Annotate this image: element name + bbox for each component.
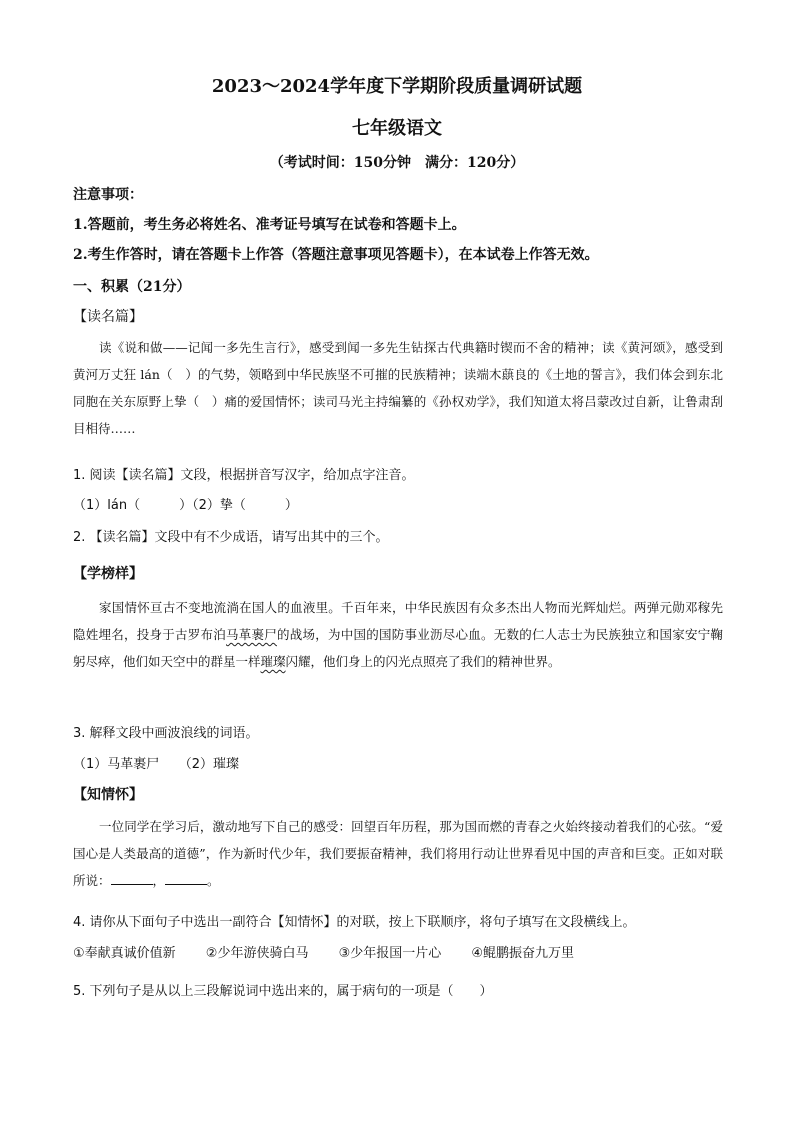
option-1: ①奉献真诚价值新 xyxy=(73,946,176,961)
exam-info: （考试时间：150分钟 满分：120分） xyxy=(269,155,525,171)
page-title: 2023～2024学年度下学期阶段质量调研试题 xyxy=(211,76,583,97)
question-4-options xyxy=(73,942,600,961)
notice-item: 2.考生作答时，请在答题卡上作答（答题注意事项见答题卡），在本试卷上作答无效。 xyxy=(73,247,599,263)
notice-heading: 注意事项： xyxy=(73,187,143,203)
answer-blank-1[interactable] xyxy=(111,872,153,885)
reading-label: 【读名篇】 xyxy=(73,309,143,325)
question-5: 5. 下列句子是从以上三段解说词中选出来的，属于病句的一项是（ ） xyxy=(73,984,493,999)
section-heading: 一、积累（21分） xyxy=(73,279,191,295)
question-3: 3. 解释文段中画波浪线的词语。 xyxy=(73,726,259,741)
feeling-end: 。 xyxy=(207,873,220,888)
model-text-1: 家国情怀亘古不变地流淌在国人的血液里。千百年来，中华民族因有众多杰出人物而光辉灿烂。两弹元勋邓稼先隐姓埋名，投身于古罗布泊 xyxy=(73,600,723,642)
feeling-sep: ， xyxy=(152,873,166,888)
wavy-term-1: 马革裹尸 xyxy=(226,627,277,642)
model-text-3: 闪耀，他们身上的闪光点照亮了我们的精神世界。 xyxy=(285,654,561,669)
wavy-term-2: 璀璨 xyxy=(260,654,286,669)
page-subtitle: 七年级语文 xyxy=(352,118,442,139)
feeling-label: 【知情怀】 xyxy=(73,787,143,803)
question-2: 2. 【读名篇】文段中有不少成语，请写出其中的三个。 xyxy=(73,530,389,545)
question-4: 4. 请你从下面句子中选出一副符合【知情怀】的对联，按上下联顺序，将句子填写在文段横线上。 xyxy=(73,915,636,930)
reading-paragraph: 读《说和做——记闻一多先生言行》，感受到闻一多先生钻探古代典籍时锲而不舍的精神；读《黄河颂》，感受到黄河万丈狂 lán（ ）的气势，领略到中华民族坚不可摧的民族精神；读端木蕻良的《土地的誓言》，我们体会到东北同胞在关东原野上挚（ ）痛的爱国情怀；读司马光主持编纂的《孙权劝学》，我们知道太将吕蒙改过自新，让鲁肃刮目相待…… xyxy=(73,340,723,436)
option-3: ③少年报国一片心 xyxy=(338,946,442,961)
question-1: 1. 阅读【读名篇】文段，根据拼音写汉字，给加点字注音。 xyxy=(73,468,415,483)
question-1-sub: （1）lán（ ）（2）挚（ ） xyxy=(73,498,298,513)
option-4: ④鲲鹏振奋九万里 xyxy=(471,946,575,961)
model-paragraph xyxy=(73,594,723,675)
answer-blank-2[interactable] xyxy=(165,872,207,885)
model-text-2: 的战场，为中国的国防事业沥尽心血。无数的仁人志士为民族独立和国家安宁鞠躬尽瘁，他们如天空中的群星一样 xyxy=(73,627,723,669)
feeling-paragraph xyxy=(73,813,723,894)
model-label: 【学榜样】 xyxy=(73,566,143,582)
question-3-sub: （1）马革裹尸 （2）璀璨 xyxy=(73,757,240,772)
feeling-text: 一位同学在学习后，激动地写下自己的感受：回望百年历程，那为国而燃的青春之火始终接动着我们的心弦。“爱国心是人类最高的道德”，作为新时代少年，我们要振奋精神，我们将用行动让世界看见中国的声音和巨变。正如对联所说： xyxy=(73,819,723,888)
notice-item: 1.答题前，考生务必将姓名、准考证号填写在试卷和答题卡上。 xyxy=(73,217,466,233)
option-2: ②少年游侠骑白马 xyxy=(205,946,309,961)
